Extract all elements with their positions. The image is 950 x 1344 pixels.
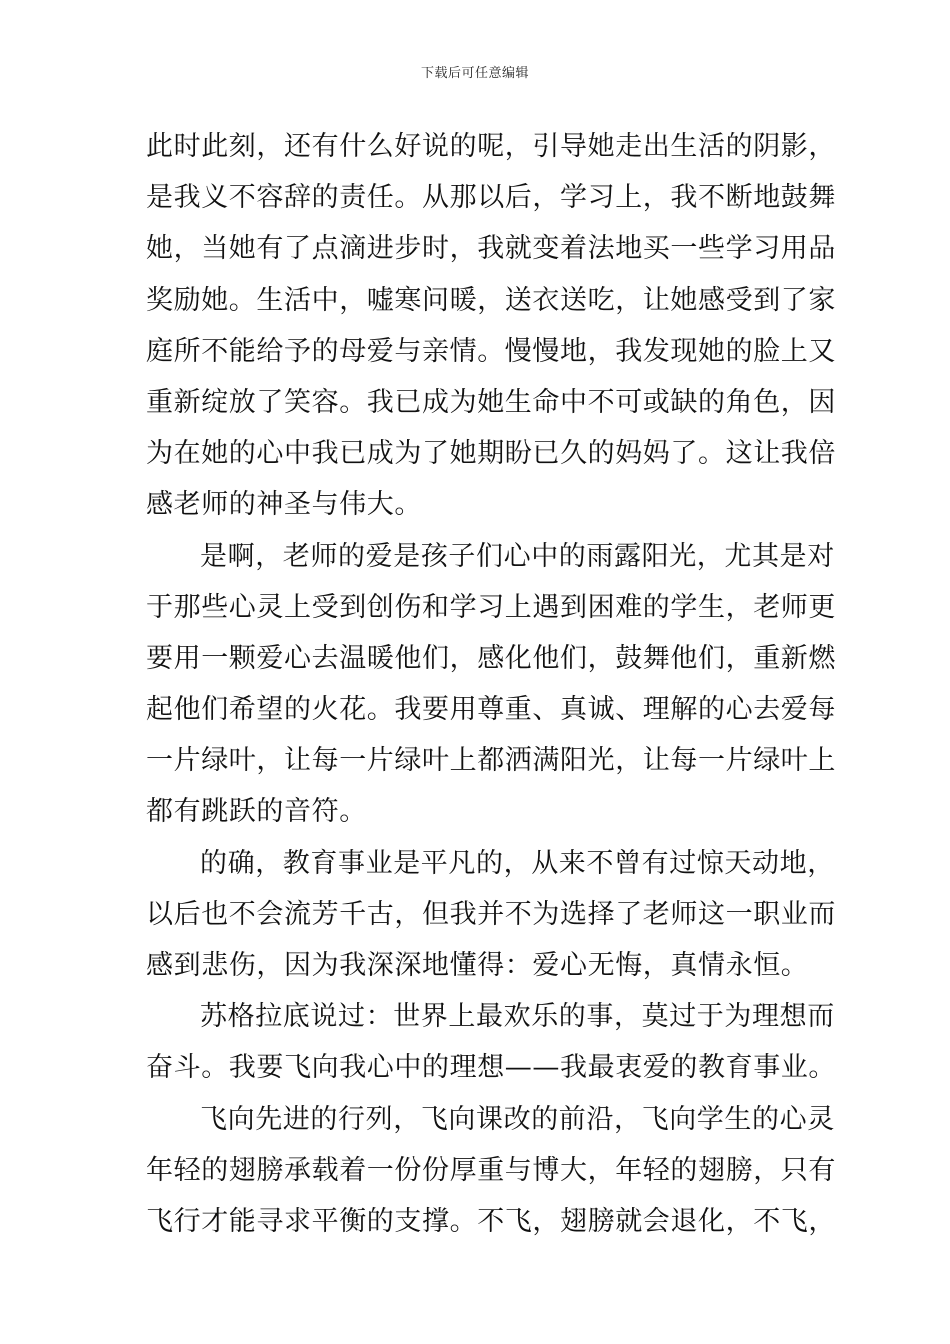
text-line: 重新绽放了笑容。我已成为她生命中不可或缺的角色，因 [146,386,836,418]
page-header: 下载后可任意编辑 [420,66,529,81]
paragraph-first-line: 的确，教育事业是平凡的，从来不曾有过惊天动地， [200,847,835,879]
paragraph-first-line: 苏格拉底说过：世界上最欢乐的事，莫过于为理想而 [200,1001,835,1033]
text-line: 是我义不容辞的责任。从那以后，学习上，我不断地鼓舞 [146,182,836,214]
text-line: 起他们希望的火花。我要用尊重、真诚、理解的心去爱每 [146,694,836,726]
text-line: 一片绿叶，让每一片绿叶上都洒满阳光，让每一片绿叶上 [146,745,836,777]
text-line: 感老师的神圣与伟大。 [146,489,422,521]
text-line: 奖励她。生活中，嘘寒问暖，送衣送吃，让她感受到了家 [146,284,836,316]
paragraph-first-line: 是啊，老师的爱是孩子们心中的雨露阳光，尤其是对 [200,540,835,572]
text-line: 要用一颗爱心去温暖他们，感化他们，鼓舞他们，重新燃 [146,642,836,674]
text-line: 奋斗。我要飞向我心中的理想——我最衷爱的教育事业。 [146,1052,836,1084]
text-line: 庭所不能给予的母爱与亲情。慢慢地，我发现她的脸上又 [146,335,836,367]
text-line: 年轻的翅膀承载着一份份厚重与博大，年轻的翅膀，只有 [146,1154,836,1186]
text-line: 为在她的心中我已成为了她期盼已久的妈妈了。这让我倍 [146,438,836,470]
text-line: 飞行才能寻求平衡的支撑。不飞，翅膀就会退化，不飞， [146,1205,836,1237]
body-text [146,121,836,1247]
text-line: 此时此刻，还有什么好说的呢，引导她走出生活的阴影， [146,131,836,162]
text-line: 她，当她有了点滴进步时，我就变着法地买一些学习用品 [146,233,836,265]
text-line: 都有跳跃的音符。 [146,796,367,828]
text-line: 于那些心灵上受到创伤和学习上遇到困难的学生，老师更 [146,591,836,623]
text-line: 以后也不会流芳千古，但我并不为选择了老师这一职业而 [146,898,836,930]
paragraph-first-line: 飞向先进的行列，飞向课改的前沿，飞向学生的心灵 [200,1103,835,1135]
text-line: 感到悲伤，因为我深深地懂得：爱心无悔，真情永恒。 [146,950,809,981]
